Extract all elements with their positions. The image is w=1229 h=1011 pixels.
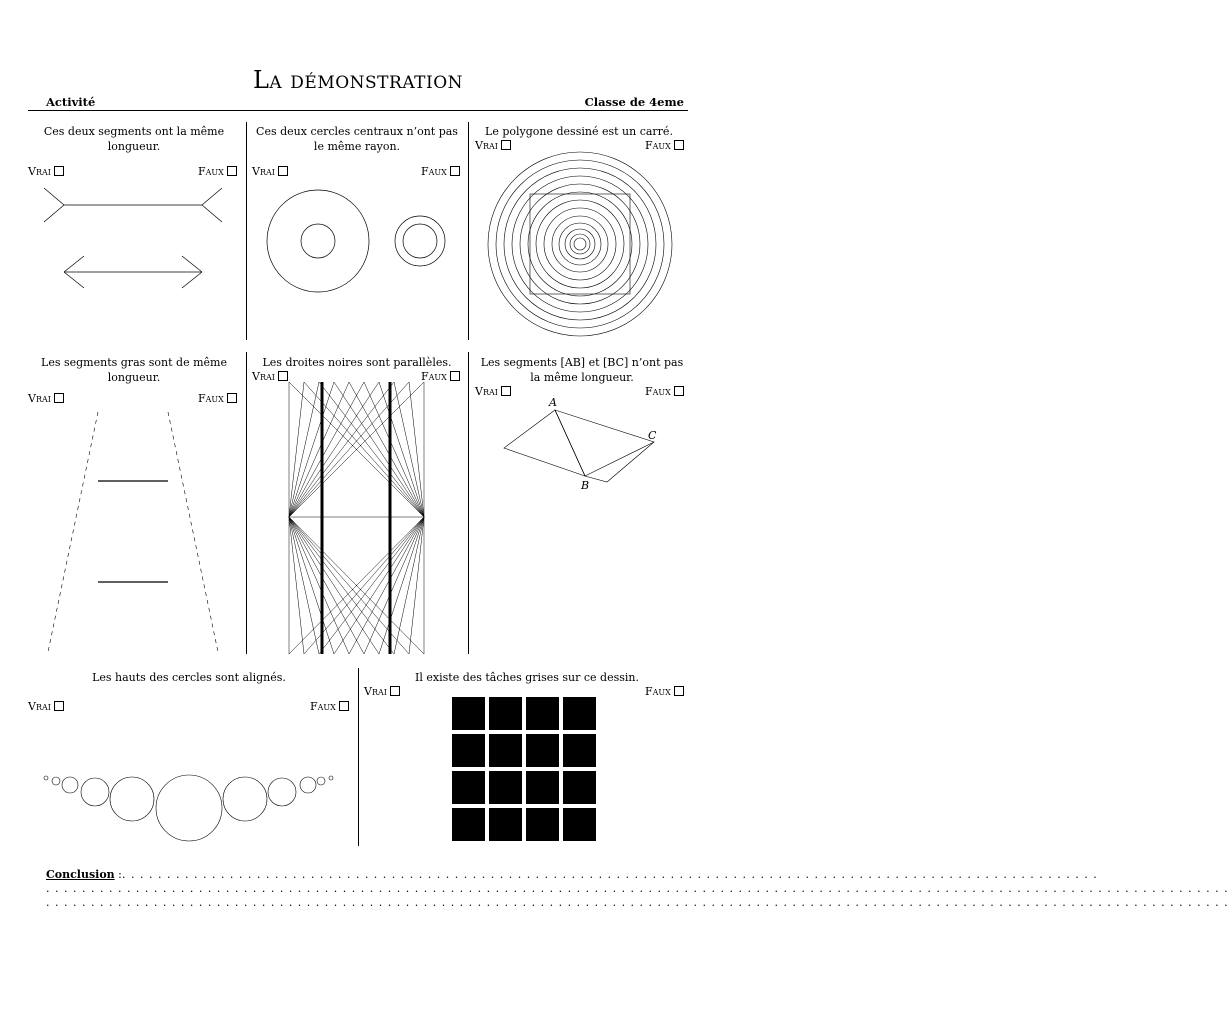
grid-square: [452, 734, 485, 767]
grid-square: [563, 808, 596, 841]
q8-false-option[interactable]: Faux: [645, 685, 684, 698]
grid-square: [452, 697, 485, 730]
grid-square: [452, 808, 485, 841]
q5-false-option[interactable]: Faux: [421, 370, 460, 383]
grid-square: [563, 734, 596, 767]
question-4-text: Les segments gras sont de même longueur.: [41, 356, 227, 384]
grid-square: [489, 771, 522, 804]
q6-true-option[interactable]: Vrai: [475, 385, 511, 398]
conclusion-answer-line-2[interactable]: . . . . . . . . . . . . . . . . . . . . . . . . . . . . . . . . . . . . . . . . . . . . . . . . . . . . . . . . . . . . . . . . . . . . . . . . . . . . . . . . . . . . . . . . . . . . . . . . . . . . . . . . . . . . . . . . . . . . . . . . . . . . . . . . . . . .: [46, 882, 1229, 895]
q3-true-option[interactable]: Vrai: [475, 139, 511, 152]
grid-square: [526, 734, 559, 767]
q1-false-option[interactable]: Faux: [198, 165, 237, 178]
q2-true-option[interactable]: Vrai: [252, 165, 288, 178]
question-7-text: Les hauts des cercles sont alignés.: [92, 671, 286, 684]
q8-true-option[interactable]: Vrai: [364, 685, 400, 698]
grid-square: [489, 697, 522, 730]
grid-square: [489, 808, 522, 841]
q7-true-option[interactable]: Vrai: [28, 700, 64, 713]
question-2-text: Ces deux cercles centraux n’ont pas le même rayon.: [256, 125, 458, 153]
q3-false-option[interactable]: Faux: [645, 139, 684, 152]
question-6-text: Les segments [AB] et [BC] n’ont pas la même longueur.: [480, 356, 684, 384]
page-title: La démonstration: [252, 66, 464, 94]
grid-square: [452, 771, 485, 804]
point-c-label: C: [648, 429, 657, 442]
class-label: Classe de 4eme: [584, 95, 684, 109]
q4-false-option[interactable]: Faux: [198, 392, 237, 405]
point-a-label: A: [549, 396, 557, 409]
q2-false-option[interactable]: Faux: [421, 165, 460, 178]
q4-true-option[interactable]: Vrai: [28, 392, 64, 405]
conclusion-label: Conclusion: [46, 868, 115, 881]
question-5-text: Les droites noires sont parallèles.: [262, 356, 452, 369]
question-8-text: Il existe des tâches grises sur ce dessin.: [415, 671, 639, 684]
activity-label: Activité: [46, 95, 96, 109]
grid-square: [489, 734, 522, 767]
question-1-text: Ces deux segments ont la même longueur.: [43, 125, 225, 153]
q5-true-option[interactable]: Vrai: [252, 370, 288, 383]
conclusion-separator: :: [114, 868, 122, 881]
grid-square: [526, 697, 559, 730]
question-3-text: Le polygone dessiné est un carré.: [485, 125, 673, 138]
q1-true-option[interactable]: Vrai: [28, 165, 64, 178]
grid-square: [563, 771, 596, 804]
q7-false-option[interactable]: Faux: [310, 700, 349, 713]
q6-false-option[interactable]: Faux: [645, 385, 684, 398]
conclusion-answer-line-1[interactable]: . . . . . . . . . . . . . . . . . . . . . . . . . . . . . . . . . . . . . . . . . . . . . . . . . . . . . . . . . . . . . . . . . . . . . . . . . . . . . . . . . . . . . . . . . . . . . . . . . . . . . . . . . . . . .: [122, 868, 1098, 881]
conclusion-answer-line-3[interactable]: . . . . . . . . . . . . . . . . . . . . . . . . . . . . . . . . . . . . . . . . . . . . . . . . . . . . . . . . . . . . . . . . . . . . . . . . . . . . . . . . . . . . . . . . . . . . . . . . . . . . . . . . . . . . . . . . . . . . . . . . . . . . . . . . . . . .: [46, 896, 1229, 909]
grid-square: [526, 771, 559, 804]
conclusion-line: [46, 868, 122, 881]
grid-square: [563, 697, 596, 730]
point-b-label: B: [581, 479, 590, 492]
grid-square: [526, 808, 559, 841]
